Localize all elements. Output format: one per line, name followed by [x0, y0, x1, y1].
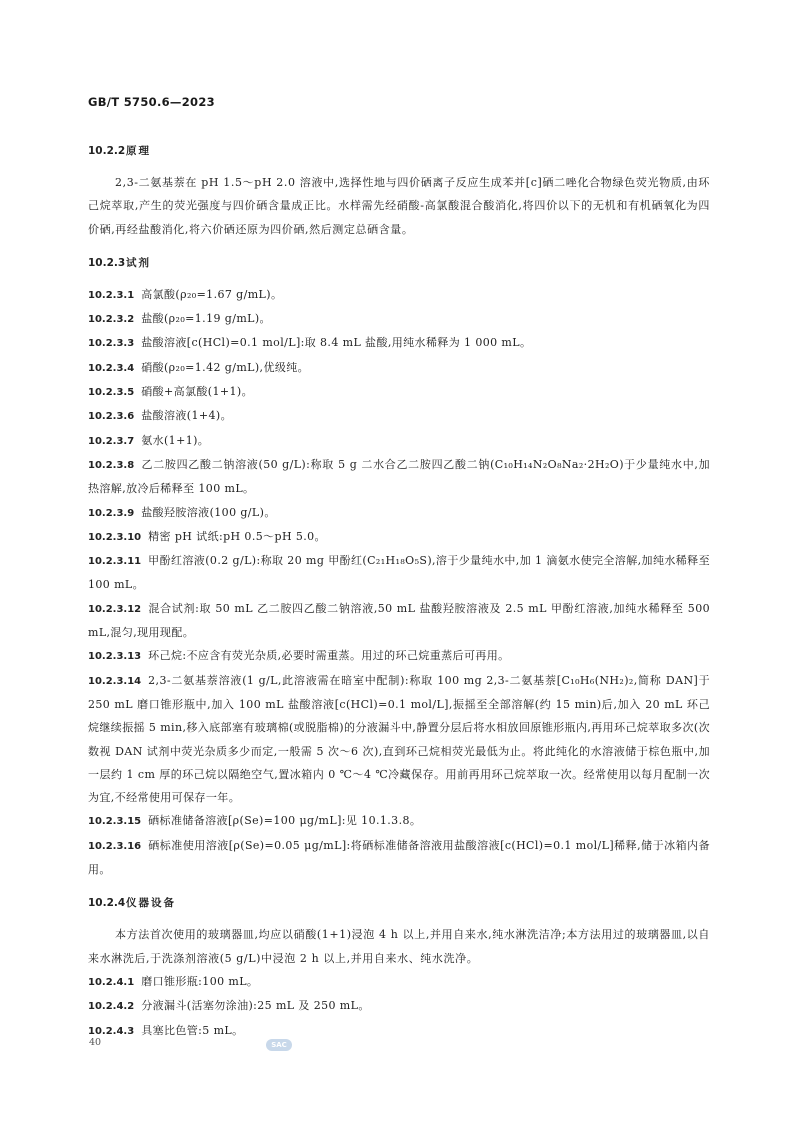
page-number: 40	[89, 1037, 102, 1048]
reagent-item	[88, 380, 710, 404]
item-text: 硝酸(ρ₂₀=1.42 g/mL),优级纯。	[141, 360, 310, 374]
item-text: 高氯酸(ρ₂₀=1.67 g/mL)。	[141, 287, 283, 301]
reagent-item	[88, 501, 710, 525]
reagent-item	[88, 549, 710, 597]
item-number: 10.2.3.7	[88, 435, 135, 447]
reagent-item	[88, 307, 710, 331]
item-text: 乙二胺四乙酸二钠溶液(50 g/L):称取 5 g 二水合乙二胺四乙酸二钠(C₁₀H₁₄N₂O₈Na₂·2H₂O)于少量纯水中,加热溶解,放冷后稀释至 100 mL。	[88, 457, 710, 496]
item-text: 盐酸溶液(1+4)。	[141, 409, 232, 423]
item-text: 甲酚红溶液(0.2 g/L):称取 20 mg 甲酚红(C₂₁H₁₈O₅S),溶于少量纯水中,加 1 滴氨水使完全溶解,加纯水稀释至 100 mL。	[88, 554, 710, 592]
item-number: 10.2.3.9	[88, 507, 135, 519]
section-number: 10.2.2	[88, 145, 126, 157]
item-text: 磨口锥形瓶:100 mL。	[141, 974, 259, 988]
item-number: 10.2.3.5	[88, 387, 135, 399]
item-number: 10.2.4.1	[88, 976, 135, 988]
item-text: 硒标准储备溶液[ρ(Se)=100 μg/mL]:见 10.1.3.8。	[148, 814, 422, 828]
apparatus-item	[88, 970, 710, 994]
item-number: 10.2.4.3	[88, 1025, 135, 1037]
reagent-item	[88, 597, 710, 645]
reagent-item	[88, 283, 710, 307]
reagent-item	[88, 809, 710, 833]
apparatus-item	[88, 994, 710, 1018]
apparatus-item	[88, 1019, 710, 1043]
heading-reagents	[88, 255, 710, 270]
apparatus-list	[88, 970, 710, 1043]
item-number: 10.2.3.11	[88, 556, 142, 568]
item-number: 10.2.4.2	[88, 1001, 135, 1013]
apparatus-intro: 本方法首次使用的玻璃器皿,均应以硝酸(1+1)浸泡 4 h 以上,并用自来水,纯水淋洗洁净;本方法用过的玻璃器皿,以自来水淋洗后,于洗涤剂溶液(5 g/L)中浸泡 2 h 以上,并用自来水、纯水洗净。	[88, 928, 710, 965]
reagent-list	[88, 283, 710, 881]
reagent-item	[88, 356, 710, 380]
watermark-logo: SAC	[266, 1039, 292, 1051]
section-number: 10.2.4	[88, 897, 126, 910]
item-number: 10.2.3.13	[88, 651, 142, 663]
item-number: 10.2.3.16	[88, 840, 142, 852]
item-number: 10.2.3.6	[88, 411, 135, 423]
item-number: 10.2.3.3	[88, 338, 135, 350]
reagent-item	[88, 644, 710, 668]
reagent-item	[88, 404, 710, 428]
reagent-item	[88, 669, 710, 810]
reagent-item	[88, 429, 710, 453]
item-number: 10.2.3.15	[88, 816, 142, 828]
item-number: 10.2.3.4	[88, 362, 135, 374]
section-title: 试剂	[126, 256, 151, 269]
item-number: 10.2.3.1	[88, 289, 135, 301]
item-text: 盐酸(ρ₂₀=1.19 g/mL)。	[141, 312, 271, 326]
item-text: 分液漏斗(活塞勿涂油):25 mL 及 250 mL。	[141, 999, 370, 1013]
item-text: 硒标准使用溶液[ρ(Se)=0.05 μg/mL]:将硒标准储备溶液用盐酸溶液[c(HCl)=0.1 mol/L]稀释,储于冰箱内备用。	[88, 838, 710, 877]
reagent-item	[88, 834, 710, 882]
reagent-item	[88, 331, 710, 355]
item-text: 盐酸溶液[c(HCl)=0.1 mol/L]:取 8.4 mL 盐酸,用纯水稀释为 1 000 mL。	[141, 336, 532, 350]
section-title: 原理	[126, 145, 151, 157]
item-text: 具塞比色管:5 mL。	[141, 1023, 244, 1037]
reagent-item	[88, 453, 710, 501]
item-number: 10.2.3.12	[88, 603, 142, 615]
item-text: 2,3-二氨基萘溶液(1 g/L,此溶液需在暗室中配制):称取 100 mg 2,3-二氨基萘[C₁₀H₆(NH₂)₂,简称 DAN]于 250 mL 磨口锥形瓶中,加入 100 mL 盐酸溶液[c(HCl)=0.1 mol/L],振摇至全部溶解(约 15 min)后,加入 20 mL 环己烷继续振摇 5 min,移入底部塞有玻璃棉(或脱脂棉)的分液漏斗中,静置分层后将水相放回原锥形瓶内,再用环己烷萃取多次(次数视 DAN 试剂中荧光杂质多少而定,一般需 5 次～6 次),直到环己烷相荧光最低为止。将此纯化的水溶液储于棕色瓶中,加一层约 1 cm 厚的环己烷以隔绝空气,置冰箱内 0 ℃～4 ℃冷藏保存。用前再用环己烷萃取一次。经常使用以每月配制一次为宜,不经常使用可保存一年。	[88, 673, 710, 805]
document-body	[88, 143, 710, 1043]
item-text: 环己烷:不应含有荧光杂质,必要时需重蒸。用过的环己烷重蒸后可再用。	[148, 649, 510, 663]
reagent-item	[88, 525, 710, 549]
heading-principle	[88, 143, 710, 158]
item-text: 氨水(1+1)。	[141, 433, 210, 447]
item-number: 10.2.3.10	[88, 531, 142, 543]
heading-apparatus	[88, 895, 710, 910]
item-text: 精密 pH 试纸:pH 0.5～pH 5.0。	[148, 529, 326, 543]
item-number: 10.2.3.2	[88, 314, 135, 326]
item-number: 10.2.3.8	[88, 459, 135, 471]
principle-paragraph: 2,3-二氨基萘在 pH 1.5～pH 2.0 溶液中,选择性地与四价硒离子反应生成苯并[c]硒二唑化合物绿色荧光物质,由环己烷萃取,产生的荧光强度与四价硒含量成正比。水样需先经硝酸-高氯酸混合酸消化,将四价以下的无机和有机硒氧化为四价硒,再经盐酸消化,将六价硒还原为四价硒,然后测定总硒含量。	[88, 176, 710, 236]
item-number: 10.2.3.14	[88, 675, 142, 687]
section-number: 10.2.3	[88, 256, 126, 269]
item-text: 盐酸羟胺溶液(100 g/L)。	[141, 505, 276, 519]
section-title: 仪器设备	[126, 897, 176, 910]
item-text: 混合试剂:取 50 mL 乙二胺四乙酸二钠溶液,50 mL 盐酸羟胺溶液及 2.5 mL 甲酚红溶液,加纯水稀释至 500 mL,混匀,现用现配。	[88, 601, 710, 640]
item-text: 硝酸+高氯酸(1+1)。	[141, 385, 254, 399]
standard-code: GB/T 5750.6—2023	[88, 95, 215, 109]
